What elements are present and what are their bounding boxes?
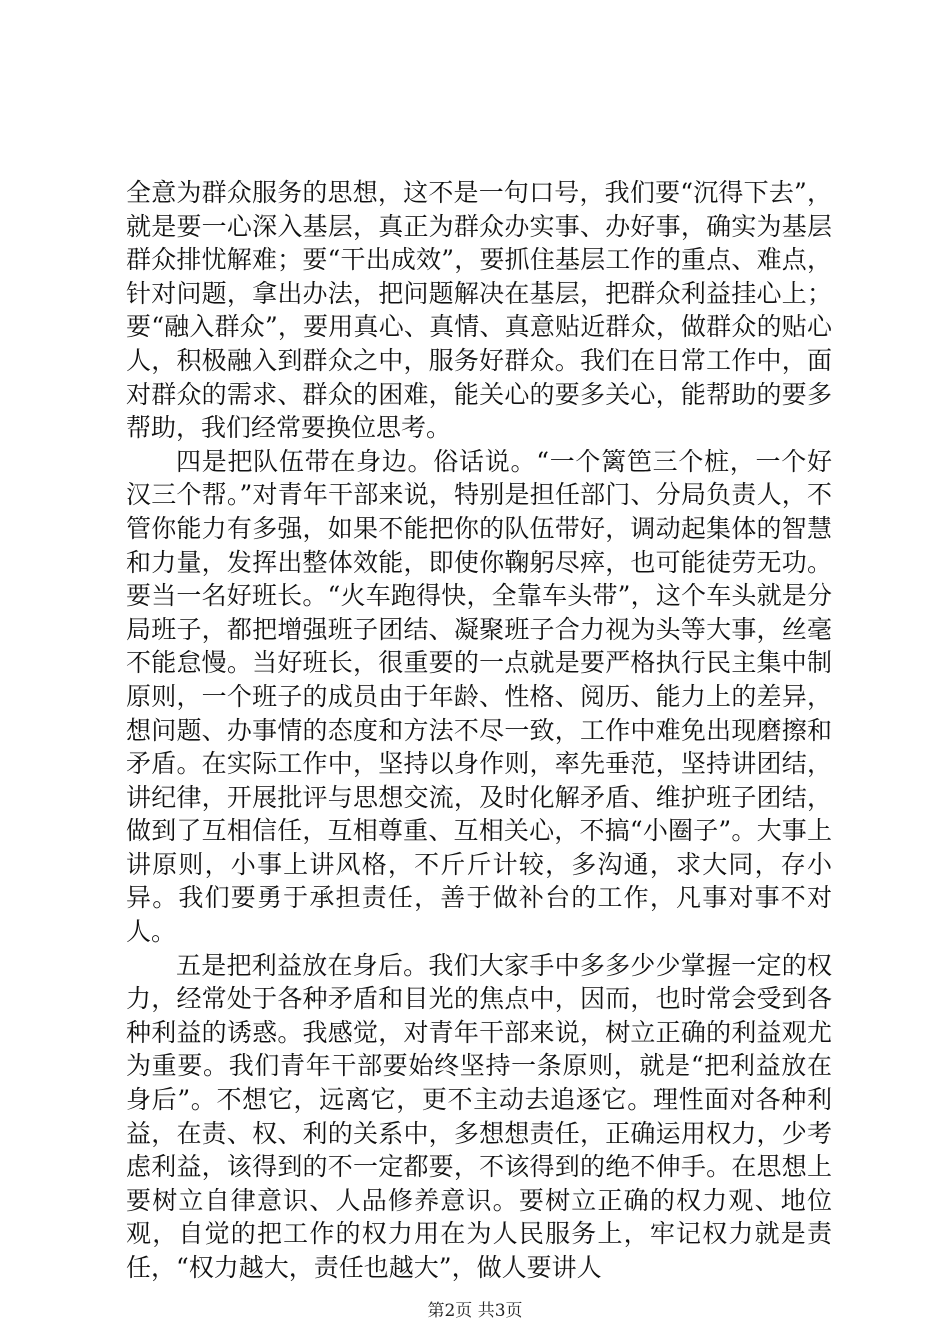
paragraph-continuation: 全意为群众服务的思想，这不是一句口号，我们要“沉得下去”，就是要一心深入基层，真正为群众办实事、办好事，确实为基层群众排忧解难；要“干出成效”，要抓住基层工作的重点、难点，针对问题，拿出办法，把问题解决在基层，把群众利益挂心上；要“融入群众”，要用真心、真情、真意贴近群众，做群众的贴心人，积极融入到群众之中，服务好群众。我们在日常工作中，面对群众的需求、群众的困难，能关心的要多关心，能帮助的要多帮助，我们经常要换位思考。 <box>126 178 832 443</box>
paragraph-four: 四是把队伍带在身边。俗话说。“一个篱笆三个桩，一个好汉三个帮。”对青年干部来说，特别是担任部门、分局负责人，不管你能力有多强，如果不能把你的队伍带好，调动起集体的智慧和力量，发挥出整体效能，即使你鞠躬尽瘁，也可能徒劳无功。要当一名好班长。“火车跑得快，全靠车头带”，这个车头就是分局班子，都把增强班子团结、凝聚班子合力视为头等大事，丝毫不能怠慢。当好班长，很重要的一点就是要严格执行民主集中制原则，一个班子的成员由于年龄、性格、阅历、能力上的差异，想问题、办事情的态度和方法不尽一致，工作中难免出现磨擦和矛盾。在实际工作中，坚持以身作则，率先垂范，坚持讲团结，讲纪律，开展批评与思想交流，及时化解矛盾、维护班子团结，做到了互相信任，互相尊重、互相关心，不搞“小圈子”。大事上讲原则，小事上讲风格，不斤斤计较，多沟通，求大同，存小异。我们要勇于承担责任，善于做补台的工作，凡事对事不对人。 <box>126 446 832 947</box>
page-number-footer: 第2页 共3页 <box>427 1301 523 1321</box>
paragraph-five: 五是把利益放在身后。我们大家手中多多少少掌握一定的权力，经常处于各种矛盾和目光的焦点中，因而，也时常会受到各种利益的诱惑。我感觉，对青年干部来说，树立正确的利益观尤为重要。我们青年干部要始终坚持一条原则，就是“把利益放在身后”。不想它，远离它，更不主动去追逐它。理性面对各种利益，在责、权、利的关系中，多想想责任，正确运用权力，少考虑利益，该得到的不一定都要，不该得到的绝不伸手。在思想上要树立自律意识、人品修养意识。要树立正确的权力观、地位观，自觉的把工作的权力用在为人民服务上，牢记权力就是责任，“权力越大，责任也越大”，做人要讲人 <box>126 950 832 1282</box>
document-body <box>126 176 832 1285</box>
